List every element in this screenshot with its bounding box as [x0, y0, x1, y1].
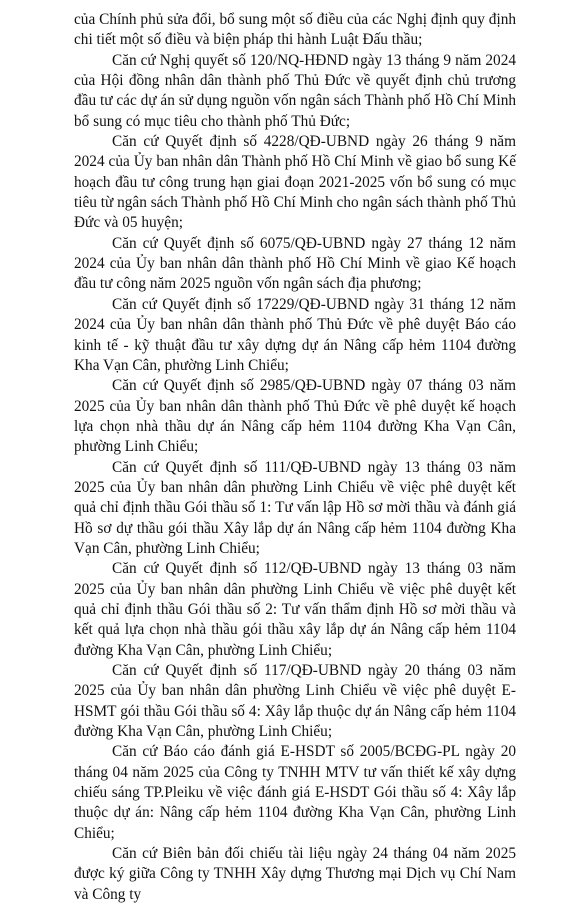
paragraph-decision-17229: Căn cứ Quyết định số 17229/QĐ-UBND ngày 31 tháng 12 năm 2024 của Ủy ban nhân dân thành phố Thủ Đức về phê duyệt Báo cáo kinh tế - kỹ thuật đầu tư xây dựng dự án Nâng cấp hẻm 1104 đường Kha Vạn Cân, phường Linh Chiểu; — [74, 295, 516, 374]
paragraph-decision-4228: Căn cứ Quyết định số 4228/QĐ-UBND ngày 26 tháng 9 năm 2024 của Ủy ban nhân dân Thành phố Hồ Chí Minh về giao bổ sung Kế hoạch đầu tư công trung hạn giai đoạn 2021-2025 vốn bổ sung có mục tiêu từ ngân sách Thành phố Hồ Chí Minh cho ngân sách thành phố Thủ Đức và 05 huyện; — [74, 133, 516, 232]
paragraph-resolution-120: Căn cứ Nghị quyết số 120/NQ-HĐND ngày 13 tháng 9 năm 2024 của Hội đồng nhân dân thành phố Thủ Đức về quyết định chủ trương đầu tư các dự án sử dụng nguồn vốn ngân sách Thành phố Hồ Chí Minh bổ sung có mục tiêu cho thành phố Thủ Đức; — [74, 51, 516, 130]
paragraph-decision-117: Căn cứ Quyết định số 117/QĐ-UBND ngày 20 tháng 03 năm 2025 của Ủy ban nhân dân phường Linh Chiểu về việc phê duyệt E-HSMT gói thầu Gói thầu số 4: Xây lắp thuộc dự án Nâng cấp hẻm 1104 đường Kha Vạn Cân, phường Linh Chiểu; — [74, 662, 516, 741]
paragraph-decision-112: Căn cứ Quyết định số 112/QĐ-UBND ngày 13 tháng 03 năm 2025 của Ủy ban nhân dân phường Linh Chiểu về việc phê duyệt kết quả chỉ định thầu Gói thầu số 2: Tư vấn thẩm định Hồ sơ mời thầu và kết quả lựa chọn nhà thầu gói thầu xây lắp dự án Nâng cấp hẻm 1104 đường Kha Vạn Cân, phường Linh Chiểu; — [74, 560, 516, 659]
paragraph-decision-6075: Căn cứ Quyết định số 6075/QĐ-UBND ngày 27 tháng 12 năm 2024 của Ủy ban nhân dân thành phố Hồ Chí Minh về giao Kế hoạch đầu tư công năm 2025 nguồn vốn ngân sách địa phương; — [74, 234, 516, 293]
paragraph-reconciliation-minutes: Căn cứ Biên bản đối chiếu tài liệu ngày 24 tháng 04 năm 2025 được ký giữa Công ty TNHH Xây dựng Thương mại Dịch vụ Chí Nam và Công ty — [74, 845, 516, 903]
paragraph-report-2005: Căn cứ Báo cáo đánh giá E-HSDT số 2005/BCĐG-PL ngày 20 tháng 04 năm 2025 của Công ty TNHH MTV tư vấn thiết kế xây dựng chiếu sáng TP.Pleiku về việc đánh giá E-HSDT Gói thầu số 4: Xây lắp thuộc dự án: Nâng cấp hẻm 1104 đường Kha Vạn Cân, phường Linh Chiểu; — [74, 743, 516, 842]
paragraph-decision-2985: Căn cứ Quyết định số 2985/QĐ-UBND ngày 07 tháng 03 năm 2025 của Ủy ban nhân dân thành phố Thủ Đức về phê duyệt kế hoạch lựa chọn nhà thầu dự án Nâng cấp hẻm 1104 đường Kha Vạn Cân, phường Linh Chiểu; — [74, 377, 516, 456]
paragraph-decision-111: Căn cứ Quyết định số 111/QĐ-UBND ngày 13 tháng 03 năm 2025 của Ủy ban nhân dân phường Linh Chiểu về việc phê duyệt kết quả chỉ định thầu Gói thầu số 1: Tư vấn lập Hồ sơ mời thầu và đánh giá Hồ sơ dự thầu gói thầu Xây lắp dự án Nâng cấp hẻm 1104 đường Kha Vạn Cân, phường Linh Chiểu; — [74, 458, 516, 557]
paragraph-continuation: của Chính phủ sửa đổi, bổ sung một số điều của các Nghị định quy định chi tiết một số điều và biện pháp thi hành Luật Đấu thầu; — [74, 11, 516, 49]
